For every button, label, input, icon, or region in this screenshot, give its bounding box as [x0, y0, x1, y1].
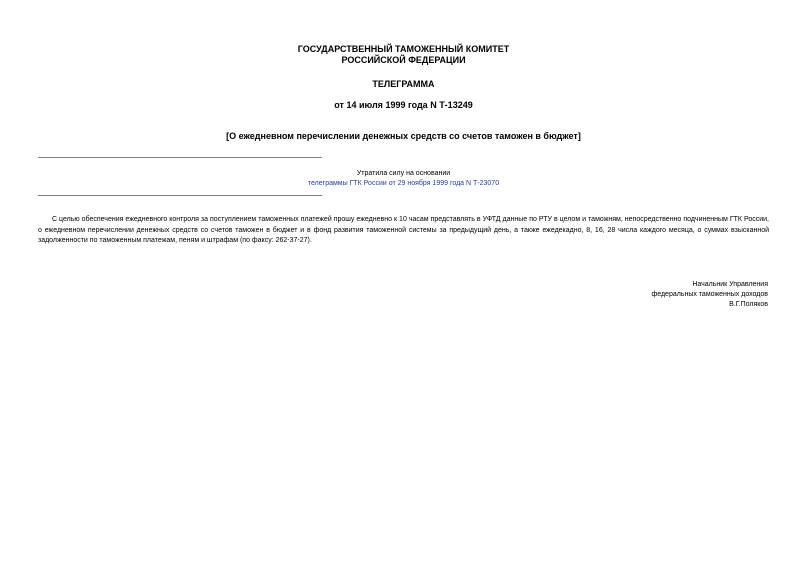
body-paragraph: С целью обеспечения ежедневного контроля за поступлением таможенных платежей прошу ежедневно к 10 часам представлять в УФТД данные по РТУ в целом и таможням, непосредственно подчиненным ГТК России, о ежедневном перечислении денежных средств со счетов таможен в бюджет и в фонд развития таможенной системы за предыдущий день, а также ежедекадно, 8, 16, 28 числа каждого месяца, о суммах взысканной задолженности по таможенным платежам, пеням и штрафам (по факсу: 262-37-27).: [38, 216, 769, 244]
status-note-text: Утратила силу на основании: [356, 170, 451, 177]
document-type: ТЕЛЕГРАММА: [372, 79, 435, 89]
signature-position: Начальник Управления: [692, 281, 768, 288]
document-subject: [О ежедневном перечислении денежных средств со счетов таможен в бюджет]: [226, 131, 581, 141]
organization-name-line1: ГОСУДАРСТВЕННЫЙ ТАМОЖЕННЫЙ КОМИТЕТ: [297, 44, 510, 54]
divider-bottom: [38, 195, 322, 196]
document-date: от 14 июля 1999 года N Т-13249: [334, 100, 473, 110]
divider-top: [38, 157, 322, 158]
organization-name-line2: РОССИЙСКОЙ ФЕДЕРАЦИИ: [341, 55, 466, 65]
signature-department: федеральных таможенных доходов: [651, 291, 768, 298]
status-note-link[interactable]: телеграммы ГТК России от 29 ноября 1999 года N Т-23070: [307, 180, 500, 187]
signature-name: В.Г.Поляков: [729, 301, 768, 308]
